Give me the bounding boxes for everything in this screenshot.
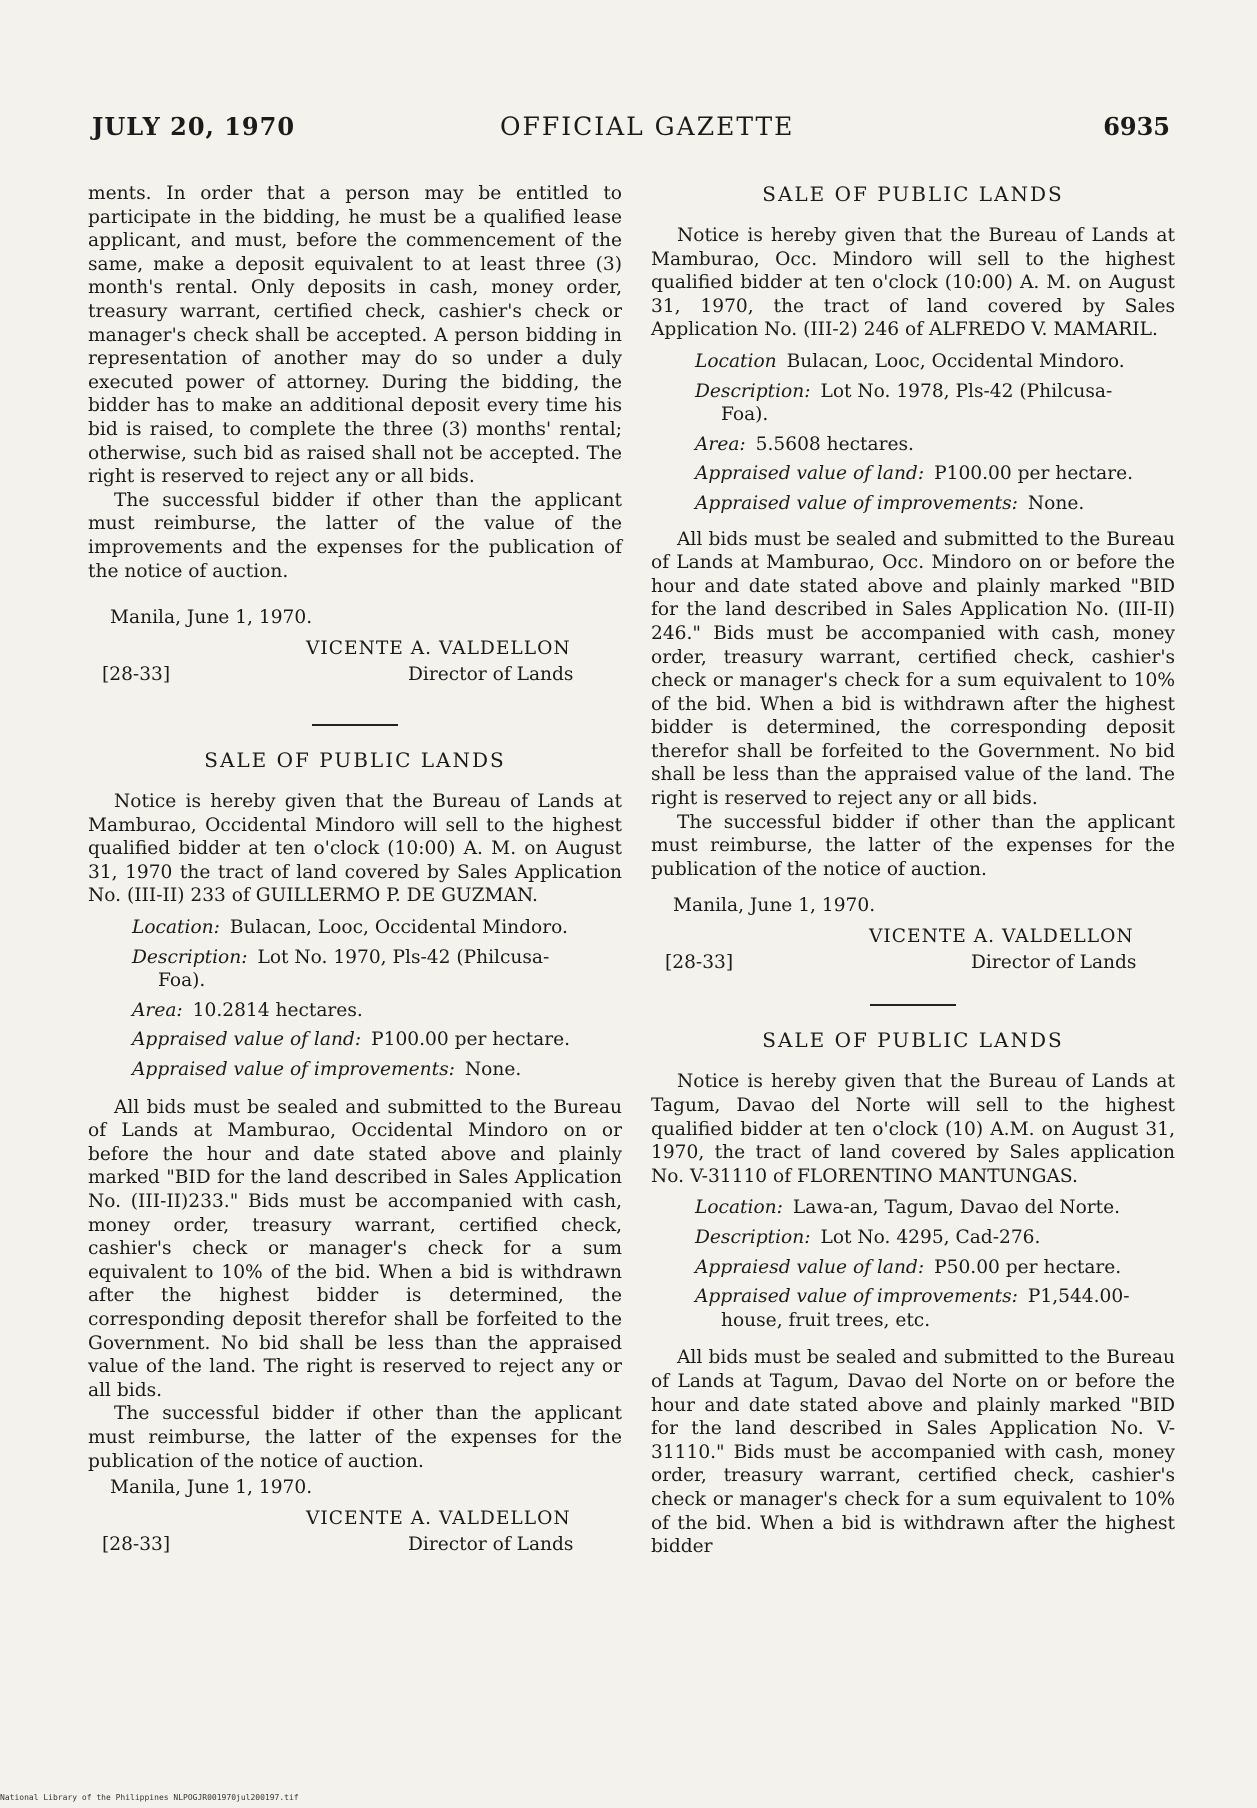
description-cont: Foa). [158, 970, 206, 992]
signature-block [88, 638, 622, 690]
right-column [651, 182, 1175, 1559]
improvements-line [695, 1285, 1175, 1332]
area-value: 5.5608 hectares. [755, 433, 914, 455]
location-label: Location: [132, 917, 220, 939]
description-cont: Foa). [721, 404, 769, 426]
scan-footer: National Library of the Philippines NLPOGJR001970jul200197.tif [0, 1793, 299, 1802]
description-line [132, 946, 622, 993]
area-label: Area: [132, 999, 183, 1021]
applicant-name: FLORENTINO MANTUNGAS. [797, 1165, 1078, 1187]
dateline: Manila, June 1, 1970. [673, 895, 876, 917]
location-value: Bulacan, Looc, Occidental Mindoro. [786, 350, 1125, 372]
area-value: 10.2814 hectares. [192, 999, 363, 1021]
description-line [695, 380, 1175, 427]
section-divider [870, 1004, 956, 1006]
section-divider [312, 724, 398, 726]
header-title: OFFICIAL GAZETTE [500, 112, 795, 141]
location-value: Bulacan, Looc, Occidental Mindoro. [229, 917, 568, 939]
land-value-label: Appraised value of land: [132, 1029, 362, 1051]
bid-instructions: All bids must be sealed and submitted to the Bureau of Lands at Mamburao, Occidental Mindoro on or before the hour and date stated above and plainly marked "BID for the land described in Sales Application No. (III-II)233." Bids must be accompanied with cash, money order, treasury warrant, certified check, cashier's check or manager's check for a sum equivalent to 10% of the bid. When a bid is withdrawn after the highest bidder is determined, the corresponding deposit therefor shall be forfeited to the Government. No bid shall be less than the appraised value of the land. The right is reserved to reject any or all bids. [88, 1096, 622, 1401]
reimbursement-note: The successful bidder if other than the applicant must reimburse, the latter of the expenses for the publication of the notice of auction. [651, 811, 1175, 880]
continued-paragraph-2: The successful bidder if other than the applicant must reimburse, the latter of the value of the improvements and the expenses for the publication of the notice of auction. [88, 489, 622, 582]
description-label: Description: [132, 946, 248, 968]
reimbursement-note: The successful bidder if other than the applicant must reimburse, the latter of the expenses for the publication of the notice of auction. [88, 1403, 622, 1472]
land-value-label: Appraiesd value of land: [695, 1256, 925, 1278]
notice-intro [651, 224, 1175, 342]
notice-intro [651, 1070, 1175, 1188]
notice-title: SALE OF PUBLIC LANDS [204, 748, 506, 773]
signatory-title: Director of Lands [408, 1534, 574, 1556]
description-line [695, 1226, 1175, 1250]
area-line [132, 999, 622, 1023]
bid-instructions: All bids must be sealed and submitted to the Bureau of Lands at Mamburao, Occ. Mindoro on or before the hour and date stated above and plainly marked "BID for the land described in Sales Application No. (III-II) 246." Bids must be accompanied with cash, money order, treasury warrant, certified check, cashier's check or manager's check for a sum equivalent to 10% of the bid. When a bid is withdrawn after the highest bidder is determined, the corresponding deposit therefor shall be forfeited to the Government. No bid shall be less than the appraised value of the land. The right is reserved to reject any or all bids. [651, 528, 1175, 810]
issue-reference: [28-33] [665, 952, 734, 974]
notice-intro-text: Notice is hereby given that the Bureau of Lands at Tagum, Davao del Norte will sell to the highest qualified bidder at ten o'clock (10) A.M. on August 31, 1970, the tract of land covered by Sales application No. V-31110 of [651, 1071, 1175, 1187]
signatory-name: VICENTE A. VALDELLON [869, 926, 1134, 948]
location-line [695, 350, 1175, 374]
improvements-cont: house, fruit trees, etc. [721, 1309, 931, 1331]
signatory-title: Director of Lands [408, 664, 574, 686]
issue-reference: [28-33] [102, 664, 171, 686]
notice-intro-text: Notice is hereby given that the Bureau of Lands at Mamburao, Occidental Mindoro will sell to the highest qualified bidder at ten o'clock (10:00) A. M. on August 31, 1970 the tract of land covered by Sales Application No. (III-II) 233 of [88, 791, 622, 907]
improvements-line [695, 492, 1175, 516]
improvements-value: P1,544.00- [1027, 1286, 1130, 1308]
description-label: Description: [695, 380, 811, 402]
improvements-line [132, 1058, 622, 1082]
dateline: Manila, June 1, 1970. [110, 1477, 313, 1499]
land-value: P50.00 per hectare. [934, 1256, 1122, 1278]
location-value: Lawa-an, Tagum, Davao del Norte. [792, 1197, 1121, 1219]
location-label: Location: [695, 1197, 783, 1219]
notice-title: SALE OF PUBLIC LANDS [762, 1028, 1064, 1053]
header-date: JULY 20, 1970 [92, 112, 296, 141]
issue-reference: [28-33] [102, 1534, 171, 1556]
description-value: Lot No. 1978, Pls-42 (Philcusa- [820, 380, 1113, 402]
description-value: Lot No. 4295, Cad-276. [820, 1227, 1041, 1248]
signature-block [88, 1508, 622, 1560]
improvements-value: None. [1027, 492, 1085, 514]
improvements-value: None. [464, 1059, 522, 1081]
land-value-line [695, 1256, 1175, 1280]
signature-block [651, 926, 1175, 978]
bid-instructions: All bids must be sealed and submitted to the Bureau of Lands at Tagum, Davao del Norte on or before the hour and date stated above and plainly marked "BID for the land described in Sales Application No. V-31110." Bids must be accompanied with cash, money order, treasury warrant, certified check, cashier's check or manager's check for a sum equivalent to 10% of the bid. When a bid is withdrawn after the highest bidder [651, 1347, 1175, 1558]
description-label: Description: [695, 1227, 811, 1248]
notice-intro [88, 790, 622, 908]
description-value: Lot No. 1970, Pls-42 (Philcusa- [257, 946, 550, 968]
notice-intro-text: Notice is hereby given that the Bureau of Lands at Mamburao, Occ. Mindoro will sell to the highest qualified bidder at ten o'clock (10:00) A. M. on August 31, 1970, the tract of land covered by Sales Application No. (III-2) 246 of [651, 225, 1175, 341]
location-label: Location [695, 350, 777, 372]
dateline: Manila, June 1, 1970. [110, 607, 313, 629]
land-value: P100.00 per hectare. [934, 463, 1134, 485]
signatory-name: VICENTE A. VALDELLON [306, 1508, 571, 1530]
land-value-label: Appraised value of land: [695, 463, 925, 485]
page-number: 6935 [1103, 112, 1170, 141]
applicant-name: ALFREDO V. MAMARIL. [929, 319, 1158, 341]
continued-paragraph: ments. In order that a person may be entitled to participate in the bidding, he must be a qualified lease applicant, and must, before the commencement of the same, make a deposit equivalent to at least three (3) month's rental. Only deposits in cash, money order, treasury warrant, certified check, cashier's check or manager's check shall be accepted. A person bidding in representation of another may do so under a duly executed power of attorney. During the bidding, the bidder has to make an additional deposit every time his bid is raised, to complete the three (3) months' rental; otherwise, such bid as raised shall not be accepted. The right is reserved to reject any or all bids. [88, 183, 622, 488]
land-value: P100.00 per hectare. [371, 1029, 571, 1051]
area-line [695, 433, 1175, 457]
location-line [132, 916, 622, 940]
area-label: Area: [695, 433, 746, 455]
page-header [92, 112, 1170, 152]
signatory-title: Director of Lands [971, 952, 1137, 974]
notice-title: SALE OF PUBLIC LANDS [762, 182, 1064, 206]
land-value-line [695, 462, 1175, 486]
left-column [88, 182, 622, 1560]
improvements-label: Appraised value of improvements: [695, 492, 1018, 514]
location-line [695, 1196, 1175, 1220]
improvements-label: Appraised value of improvements: [132, 1059, 455, 1081]
land-value-line [132, 1028, 622, 1052]
applicant-name: GUILLERMO P. DE GUZMAN. [255, 885, 538, 907]
signatory-name: VICENTE A. VALDELLON [306, 638, 571, 660]
improvements-label: Appraised value of improvements: [695, 1286, 1018, 1308]
